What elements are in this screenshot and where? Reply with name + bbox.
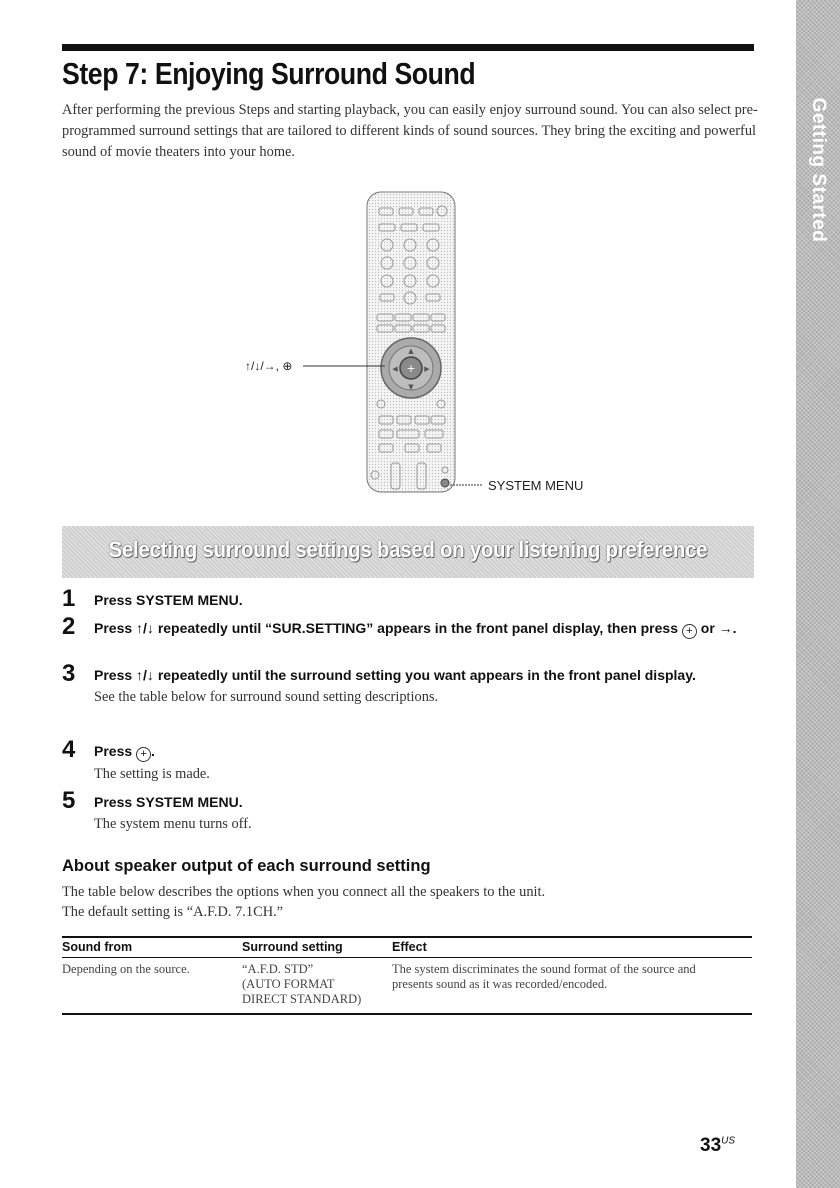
step-5 xyxy=(62,787,742,834)
column-header: Effect xyxy=(392,937,752,958)
step-number: 2 xyxy=(62,613,76,640)
title-rule xyxy=(62,44,754,51)
arrow-buttons-callout: ↑/↓/→, ⊕ xyxy=(245,359,293,373)
step-note: The setting is made. xyxy=(94,766,210,782)
step-4 xyxy=(62,736,742,784)
side-tab xyxy=(796,0,840,1188)
about-heading: About speaker output of each surround setting xyxy=(62,857,431,875)
step-number: 5 xyxy=(62,787,76,814)
section-title: Selecting surround settings based on your listening preference xyxy=(108,537,708,562)
section-banner xyxy=(62,526,754,578)
system-menu-callout: SYSTEM MENU xyxy=(488,478,584,493)
side-tab-label: Getting Started xyxy=(808,97,829,243)
effect-line: The system discriminates the sound format of the source and xyxy=(392,962,696,976)
about-line-1: The table below describes the options when you connect all the speakers to the unit. xyxy=(62,884,546,900)
enter-circle-icon: + xyxy=(682,624,697,639)
step-text-a: Press ↑/↓ repeatedly until “SUR.SETTING” appears in the front panel display, then press xyxy=(94,620,678,636)
step-text-b: or →. xyxy=(700,620,737,636)
table-header-row xyxy=(62,937,752,958)
surround-settings-table xyxy=(62,936,752,1015)
sound-from-cell: Depending on the source. xyxy=(62,958,242,1015)
svg-text:▼: ▼ xyxy=(408,383,414,391)
step-text xyxy=(94,613,742,639)
effect-cell xyxy=(392,958,752,1015)
column-header: Surround setting xyxy=(242,937,392,958)
effect-line: presents sound as it was recorded/encoded. xyxy=(392,977,608,991)
page-number-suffix: US xyxy=(721,1135,736,1147)
step-number: 3 xyxy=(62,660,76,687)
svg-text:+: + xyxy=(406,362,416,375)
step-note: See the table below for surround sound setting descriptions. xyxy=(94,689,439,705)
page-number xyxy=(700,1135,735,1157)
step-1 xyxy=(62,585,742,610)
setting-line: “A.F.D. STD” xyxy=(242,962,314,976)
step-2 xyxy=(62,613,742,639)
remote-control-illustration xyxy=(365,190,457,495)
surround-setting-cell xyxy=(242,958,392,1015)
step-text-a: Press xyxy=(94,743,133,759)
page-number-value: 33 xyxy=(700,1135,722,1156)
column-header: Sound from xyxy=(62,937,242,958)
step-number: 1 xyxy=(62,585,76,612)
step-text: Press ↑/↓ repeatedly until the surround setting you want appears in the front panel display. xyxy=(94,667,696,683)
step-3 xyxy=(62,660,742,707)
table-row xyxy=(62,958,752,1015)
about-line-2: The default setting is “A.F.D. 7.1CH.” xyxy=(62,904,284,920)
intro-paragraph: After performing the previous Steps and starting playback, you can easily enjoy surround sound. You can also select pre-programmed surround settings that are tailored to different kinds of sound sources. They bring the exciting and powerful sound of movie theaters into your home. xyxy=(62,102,758,160)
svg-text:◀: ◀ xyxy=(392,365,398,373)
step-text xyxy=(94,736,742,762)
enter-circle-icon: + xyxy=(136,747,151,762)
setting-line: (AUTO FORMAT xyxy=(242,977,335,991)
svg-text:▲: ▲ xyxy=(408,347,414,355)
setting-line: DIRECT STANDARD) xyxy=(242,992,362,1006)
page-title: Step 7: Enjoying Surround Sound xyxy=(62,56,476,91)
step-number: 4 xyxy=(62,736,76,763)
step-text: Press SYSTEM MENU. xyxy=(94,794,243,810)
svg-text:▶: ▶ xyxy=(424,365,430,373)
step-note: The system menu turns off. xyxy=(94,816,252,832)
step-text-b: . xyxy=(151,743,155,759)
step-text: Press SYSTEM MENU. xyxy=(94,592,243,608)
